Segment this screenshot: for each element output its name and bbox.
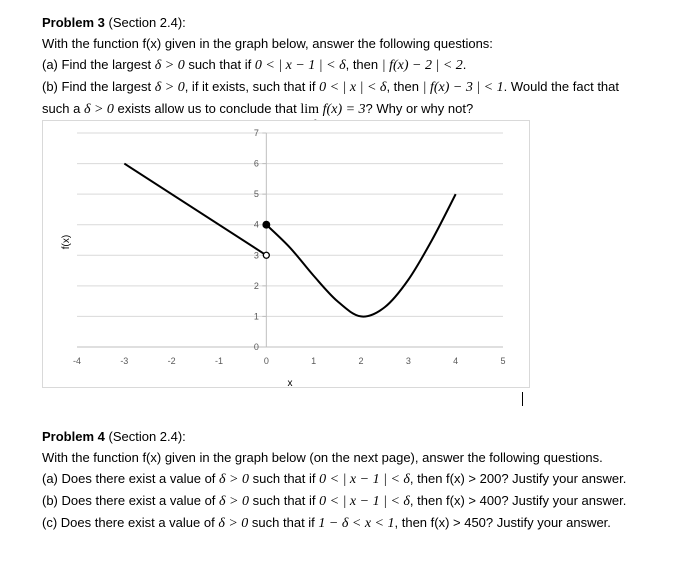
limit-word: lim (300, 102, 320, 117)
x-tick-label: 4 (453, 356, 459, 366)
part-a-end: . (462, 57, 467, 72)
problem-4-heading: Problem 4 (42, 429, 105, 444)
p4-a-delta: δ > 0 (219, 472, 250, 487)
limit-function: f(x) = 3 (322, 102, 366, 117)
limit-expression (300, 98, 319, 120)
problem-3 (42, 12, 682, 120)
problem-4-title (42, 426, 682, 447)
y-tick-label: 6 (253, 158, 259, 169)
part-a-x-condition: 0 < | x − 1 | < δ (254, 58, 346, 73)
part-b-end: . Would the fact that (503, 79, 620, 94)
part-b-line2-end: ? Why or why not? (365, 101, 474, 116)
y-tick-label: 5 (253, 189, 259, 200)
part-b-delta-condition: δ > 0 (154, 80, 185, 95)
p4-a-prefix: (a) Does there exist a value of (42, 471, 216, 486)
y-axis-label: f(x) (61, 234, 72, 250)
problem-3-part-a (42, 54, 682, 76)
x-tick-label: 5 (500, 356, 506, 366)
p4-b-prefix: (b) Does there exist a value of (42, 493, 216, 508)
x-tick-label: 3 (405, 356, 411, 366)
x-tick-label: 1 (311, 356, 317, 366)
p4-b-mid: such that if (252, 493, 316, 508)
part-b-prefix: (b) Find the largest (42, 79, 152, 94)
part-b-line2-prefix: such a (42, 101, 81, 116)
y-tick-label: 2 (253, 280, 259, 291)
problem-3-part-b-line-2 (42, 98, 682, 120)
p4-c-condition: 1 − δ < x < 1 (318, 516, 395, 531)
y-tick-label: 4 (253, 219, 259, 230)
problem-3-title (42, 12, 682, 33)
text-cursor (522, 392, 523, 406)
part-b-f-condition: | f(x) − 3 | < 1 (422, 80, 504, 95)
part-a-delta-condition: δ > 0 (154, 58, 185, 73)
open-point (263, 252, 269, 258)
part-b-line2-delta: δ > 0 (83, 102, 114, 117)
y-tick-label: 3 (253, 250, 259, 261)
problem-4-section: (Section 2.4): (108, 429, 186, 444)
p4-a-mid: such that if (252, 471, 316, 486)
x-tick-label: 2 (358, 356, 364, 366)
p4-c-prefix: (c) Does there exist a value of (42, 515, 215, 530)
y-tick-label: 0 (253, 342, 259, 352)
p4-c-mid: such that if (251, 515, 315, 530)
filled-point (263, 221, 270, 228)
x-tick-label: -2 (167, 356, 176, 366)
problem-3-part-b (42, 76, 682, 98)
problem-4-intro: With the function f(x) given in the graph below (on the next page), answer the following questions. (42, 450, 603, 465)
x-tick-label: -4 (72, 356, 82, 366)
x-tick-label: -3 (120, 356, 129, 366)
p4-b-delta: δ > 0 (219, 494, 250, 509)
p4-a-end: , then f(x) > 200? Justify your answer. (409, 471, 627, 486)
x-axis-label: x (287, 378, 293, 388)
part-b-line2-mid: exists allow us to conclude that (117, 101, 297, 116)
y-tick-label: 1 (253, 311, 259, 322)
x-tick-label: -1 (214, 356, 224, 366)
x-tick-label: 0 (263, 356, 269, 366)
p4-b-condition: 0 < | x − 1 | < δ (319, 494, 410, 509)
part-b-mid: , if it exists, such that if (184, 79, 316, 94)
p4-b-end: , then f(x) > 400? Justify your answer. (409, 493, 627, 508)
p4-c-delta: δ > 0 (218, 516, 249, 531)
p4-c-end: , then f(x) > 450? Justify your answer. (394, 515, 611, 530)
p4-a-condition: 0 < | x − 1 | < δ (319, 472, 410, 487)
problem-3-section: (Section 2.4): (108, 15, 186, 30)
part-a-then: , then (345, 57, 379, 72)
part-b-x-condition: 0 < | x | < δ (319, 80, 387, 95)
problem-3-intro: With the function f(x) given in the graph below, answer the following questions: (42, 36, 493, 51)
part-b-then: , then (386, 79, 419, 94)
problem-4-part-a (42, 468, 682, 490)
part-a-f-condition: | f(x) − 2 | < 2 (381, 58, 463, 73)
y-tick-label: 7 (253, 128, 259, 138)
function-graph (42, 120, 530, 388)
problem-4 (42, 426, 682, 534)
part-a-prefix: (a) Find the largest (42, 57, 152, 72)
problem-4-part-c (42, 512, 682, 534)
problem-3-heading: Problem 3 (42, 15, 105, 30)
problem-4-part-b (42, 490, 682, 512)
part-a-mid: such that if (188, 57, 252, 72)
